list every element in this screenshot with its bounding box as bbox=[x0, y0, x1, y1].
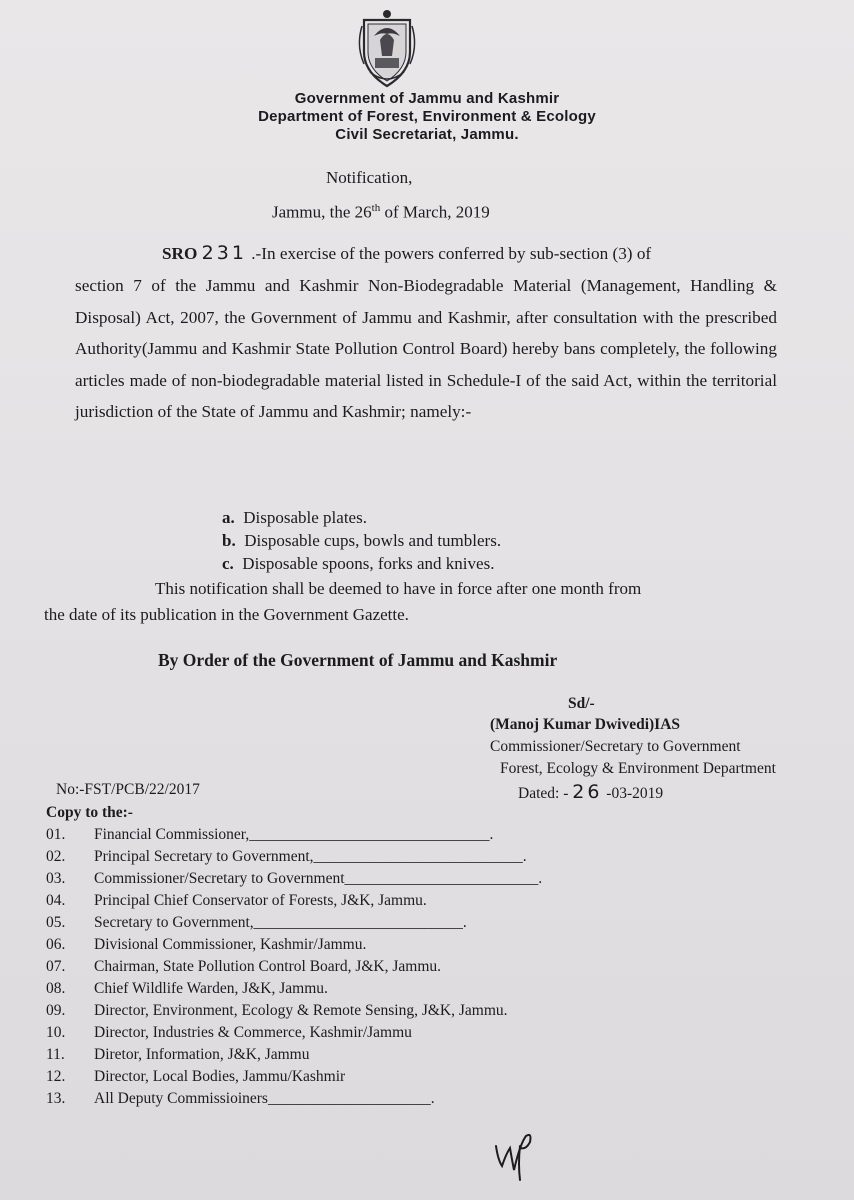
state-emblem-icon bbox=[352, 6, 422, 92]
header-department: Department of Forest, Environment & Ecology bbox=[258, 108, 596, 125]
list-item-c: c. Disposable spoons, forks and knives. bbox=[222, 554, 495, 573]
sro-line bbox=[162, 242, 651, 264]
list-item-b: b. Disposable cups, bowls and tumblers. bbox=[222, 531, 502, 550]
sro-text: .-In exercise of the powers conferred by sub-section (3) of bbox=[251, 244, 652, 263]
copy-row: 01. Financial Commissioner,_______________________________. bbox=[46, 826, 494, 843]
effect-line-1: This notification shall be deemed to have in force after one month from bbox=[155, 579, 642, 598]
signatory-designation: Commissioner/Secretary to Government bbox=[490, 738, 741, 755]
copy-row: 12. Director, Local Bodies, Jammu/Kashmir bbox=[46, 1068, 346, 1085]
copy-row: 05. Secretary to Government,___________________________. bbox=[46, 914, 467, 931]
notification-date: Jammu, the 26th of March, 2019 bbox=[272, 202, 490, 222]
copy-row: 03. Commissioner/Secretary to Government_________________________. bbox=[46, 870, 543, 887]
sro-label: SRO bbox=[162, 244, 198, 263]
copy-row: 08. Chief Wildlife Warden, J&K, Jammu. bbox=[46, 980, 328, 997]
copy-row: 04. Principal Chief Conservator of Forests, J&K, Jammu. bbox=[46, 892, 427, 909]
notification-title: Notification, bbox=[326, 168, 413, 187]
sro-number: 231 bbox=[201, 242, 247, 264]
list-item-a: a. Disposable plates. bbox=[222, 508, 367, 527]
copy-row: 10. Director, Industries & Commerce, Kashmir/Jammu bbox=[46, 1024, 412, 1041]
reference-number: No:-FST/PCB/22/2017 bbox=[56, 781, 200, 798]
effect-line-2: the date of its publication in the Government Gazette. bbox=[44, 605, 409, 624]
copy-row: 13. All Deputy Commissioiners_____________________. bbox=[46, 1090, 435, 1107]
body-paragraph: section 7 of the Jammu and Kashmir Non-Biodegradable Material (Management, Handling & Disposal) Act, 2007, the Government of Jammu and Kashmir, after consultation with the prescribed Authority(Jammu and Kashmir State Pollution Control Board) hereby bans completely, the following articles made of non-biodegradable material listed in Schedule-I of the said Act, within the territorial jurisdiction of the State of Jammu and Kashmir; namely:- bbox=[75, 276, 777, 421]
signatory-dated: Dated: - 26 -03-2019 bbox=[518, 781, 664, 803]
copy-row: 02. Principal Secretary to Government,___________________________. bbox=[46, 848, 527, 865]
signatory-sd: Sd/- bbox=[568, 695, 595, 712]
header-government: Government of Jammu and Kashmir bbox=[294, 90, 560, 107]
signatory-name: (Manoj Kumar Dwivedi)IAS bbox=[490, 716, 681, 733]
copy-row: 07. Chairman, State Pollution Control Board, J&K, Jammu. bbox=[46, 958, 442, 975]
copy-row: 06. Divisional Commissioner, Kashmir/Jammu. bbox=[46, 936, 367, 953]
copy-to-heading: Copy to the:- bbox=[46, 804, 133, 821]
header-secretariat: Civil Secretariat, Jammu. bbox=[335, 126, 519, 143]
order-line: By Order of the Government of Jammu and Kashmir bbox=[158, 650, 558, 670]
copy-row: 11. Diretor, Information, J&K, Jammu bbox=[46, 1046, 310, 1063]
copy-row: 09. Director, Environment, Ecology & Remote Sensing, J&K, Jammu. bbox=[46, 1002, 508, 1019]
handwritten-initials-icon bbox=[490, 1124, 540, 1184]
signatory-department: Forest, Ecology & Environment Department bbox=[500, 760, 776, 777]
